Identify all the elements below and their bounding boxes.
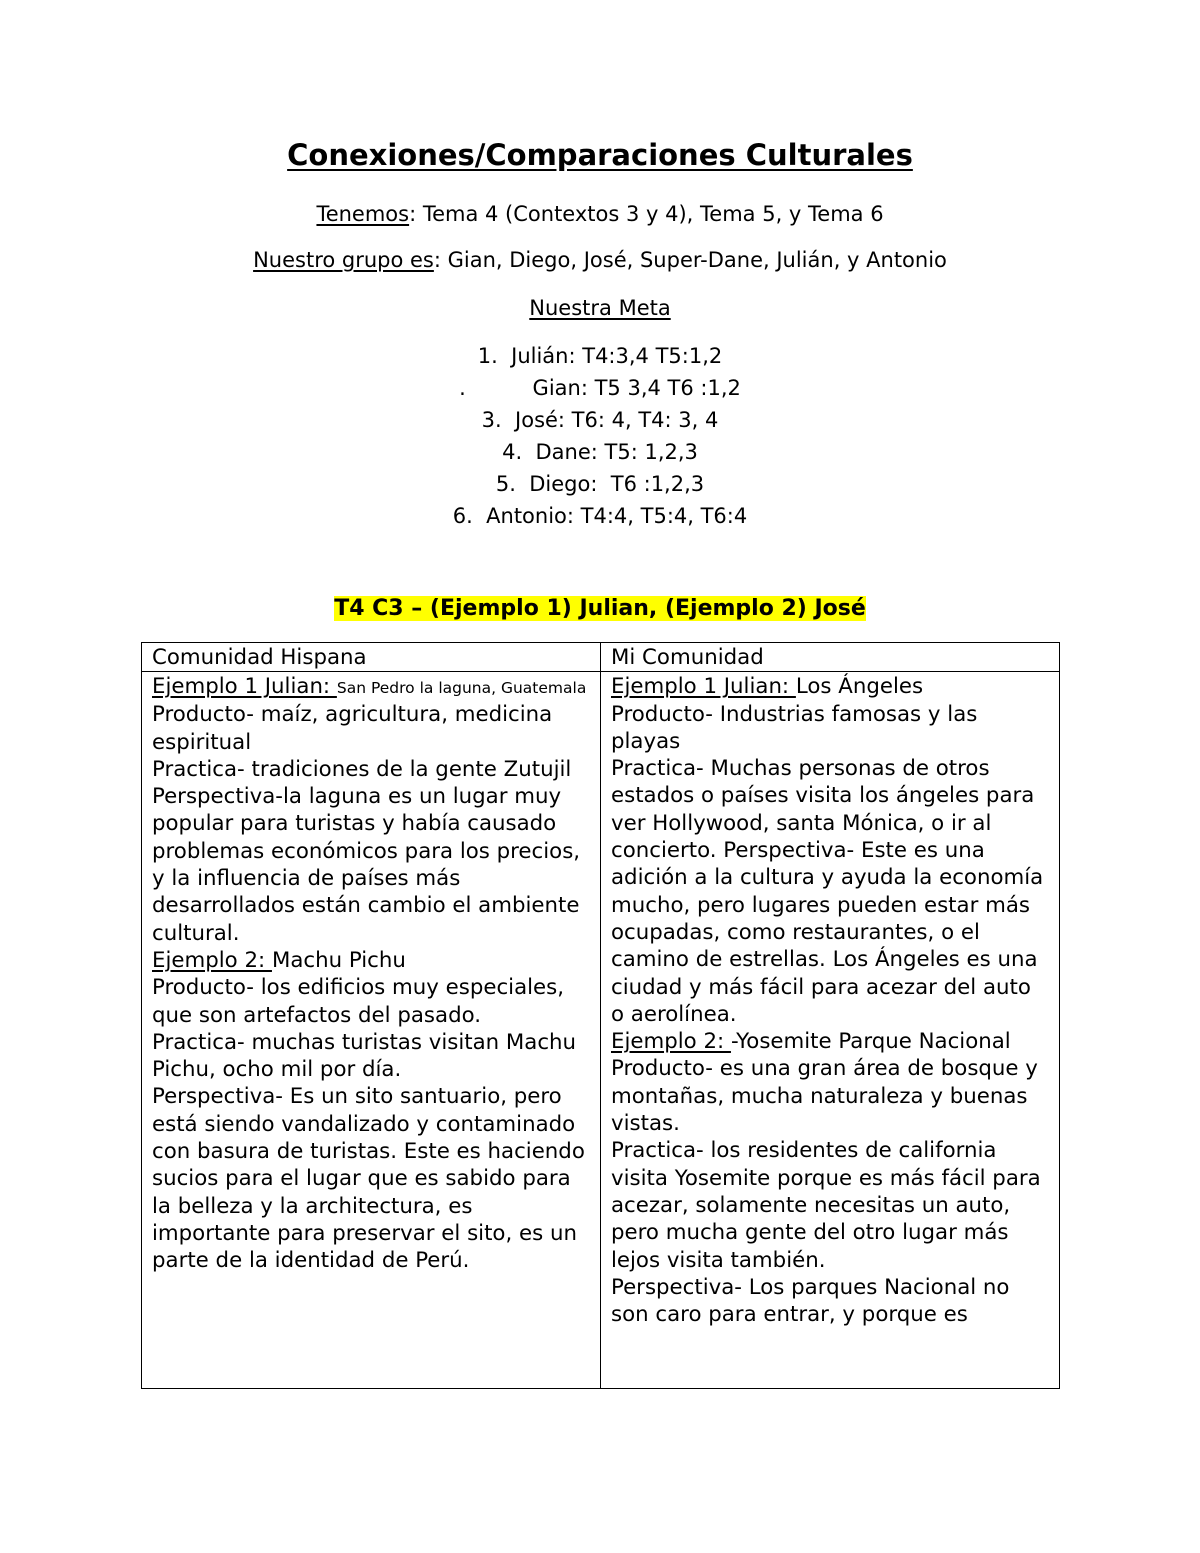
header-hispanic-community: Comunidad Hispana: [142, 643, 601, 672]
goal-item: . Gian: T5 3,4 T6 :1,2: [459, 376, 741, 400]
example1-label: Ejemplo 1 Julian:: [152, 674, 337, 700]
themes-label: Tenemos: [316, 202, 410, 226]
example1-perspectiva: Perspectiva-la laguna es un lugar muy popular para turistas y había causado problemas económicos para los precios, y la influencia de países más desarrollados están cambio el ambiente cultural.: [152, 784, 581, 946]
cell-my-community: [601, 672, 1060, 1389]
example2-heading: [611, 1028, 1049, 1055]
goal-item: 3. José: T6: 4, T4: 3, 4: [481, 408, 719, 432]
example2-label: Ejemplo 2:: [611, 1029, 731, 1055]
example1-place: Los Ángeles: [795, 674, 924, 700]
themes-line: [0, 200, 1200, 228]
example2-label: Ejemplo 2:: [152, 947, 272, 973]
goal-item: 6. Antonio: T4:4, T5:4, T6:4: [452, 504, 748, 528]
group-label: Nuestro grupo es: [253, 248, 434, 272]
example2-place: -Yosemite Parque Nacional: [730, 1029, 1011, 1055]
example2-perspectiva: Perspectiva- Los parques Nacional no son caro para entrar, y porque es: [611, 1274, 1010, 1328]
example1-heading: [152, 673, 590, 701]
document-title: Conexiones/Comparaciones Culturales: [287, 138, 913, 172]
group-text: : Gian, Diego, José, Super-Dane, Julián, y Antonio: [433, 248, 947, 272]
example2-heading: [152, 947, 590, 974]
comparison-table: [141, 642, 1060, 1389]
example2-practica: Practica- muchas turistas visitan Machu Pichu, ocho mil por día.: [152, 1029, 577, 1083]
example2-practica: Practica- los residentes de california visita Yosemite porque es más fácil para acezar, solamente necesitas un auto, pero mucha gente del otro lugar más lejos visita también.: [611, 1138, 1041, 1273]
example1-producto: Producto- Industrias famosas y las playas: [611, 701, 978, 754]
example2-perspectiva: Perspectiva- Es un sito santuario, pero está siendo vandalizado y contaminado con basura de turistas. Este es haciendo sucios para el lugar que es sabido para la belleza y la architectura, es importante para preservar el sito, es un parte de la identidad de Perú.: [152, 1084, 585, 1274]
table-row: [142, 672, 1060, 1389]
section-heading-text: T4 C3 – (Ejemplo 1) Julian, (Ejemplo 2) José: [334, 596, 866, 621]
example1-producto: Producto- maíz, agricultura, medicina espiritual: [152, 702, 553, 755]
example1-practica-perspectiva: Practica- Muchas personas de otros estados o países visita los ángeles para ver Hollywood, santa Mónica, o ir al concierto. Perspectiva- Este es una adición a la cultura y ayuda la economía mucho, pero lugares pueden estar más ocupadas, como restaurantes, o el camino de estrellas. Los Ángeles es una ciudad y más fácil para acezar del auto o aerolínea.: [611, 756, 1044, 1027]
goal-item: 1. Julián: T4:3,4 T5:1,2: [477, 344, 723, 368]
header-my-community: Mi Comunidad: [601, 643, 1060, 672]
group-line: [0, 246, 1200, 274]
section-heading: [0, 592, 1200, 626]
example1-place: San Pedro la laguna, Guatemala: [336, 679, 587, 698]
example1-practica: Practica- tradiciones de la gente Zutujil: [152, 756, 572, 782]
cell-hispanic-community: [142, 672, 601, 1389]
goal-heading: [0, 294, 1200, 322]
goal-heading-text: Nuestra Meta: [529, 296, 671, 320]
example2-place: Machu Pichu: [271, 947, 406, 973]
goal-item: 4. Dane: T5: 1,2,3: [502, 440, 698, 464]
table-header-row: [142, 643, 1060, 672]
themes-text: : Tema 4 (Contextos 3 y 4), Tema 5, y Tema 6: [409, 202, 884, 226]
example2-producto: Producto- los edificios muy especiales, que son artefactos del pasado.: [152, 975, 565, 1028]
goal-item: 5. Diego: T6 :1,2,3: [495, 472, 705, 496]
example1-label: Ejemplo 1 Julian:: [611, 674, 796, 700]
example2-producto: Producto- es una gran área de bosque y montañas, mucha naturaleza y buenas vistas.: [611, 1056, 1038, 1137]
goal-list: [0, 340, 1200, 532]
example1-heading: [611, 673, 1049, 700]
